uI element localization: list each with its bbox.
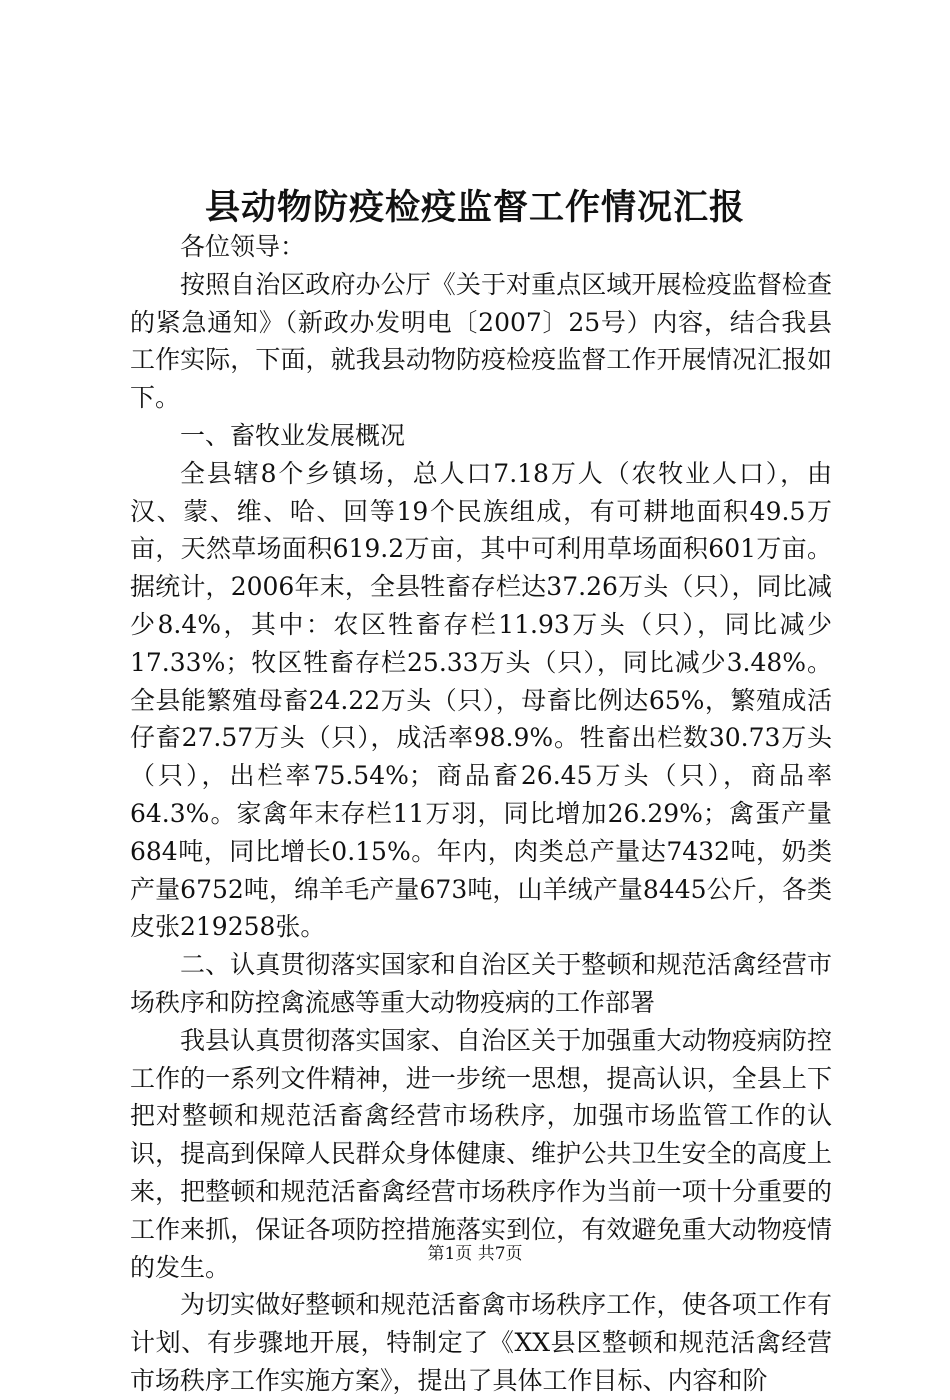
page-number: 第1页 共7页	[427, 1244, 523, 1264]
document-title: 县动物防疫检疫监督工作情况汇报	[204, 187, 745, 228]
salutation-paragraph: 各位领导：	[180, 232, 306, 261]
statistics-paragraph: 全县辖8个乡镇场，总人口7.18万人（农牧业人口），由汉、蒙、维、哈、回等19个民族组成，有可耕地面积49.5万亩，天然草场面积619.2万亩，其中可利用草场面积601万亩。据统计，2006年末，全县牲畜存栏达37.26万头（只），同比减少8.4%，其中：农区牲畜存栏11.93万头（只），同比减少17.33%；牧区牲畜存栏25.33万头（只），同比减少3.48%。全县能繁殖母畜24.22万头（只），母畜比例达65%，繁殖成活仔畜27.57万头（只），成活率98.9%。牲畜出栏数30.73万头（只），出栏率75.54%；商品畜26.45万头（只），商品率64.3%。家禽年末存栏11万羽，同比增加26.29%；禽蛋产量684吨，同比增长0.15%。年内，肉类总产量达7432吨，奶类产量6752吨，绵羊毛产量673吨，山羊绒产量8445公斤，各类皮张219258张。	[130, 458, 832, 942]
plan-paragraph: 为切实做好整顿和规范活畜禽市场秩序工作，使各项工作有计划、有步骤地开展，特制定了《XX县区整顿和规范活禽经营市场秩序工作实施方案》，提出了具体工作目标、内容和阶	[130, 1290, 832, 1395]
section-heading-1: 一、畜牧业发展概况	[180, 420, 406, 450]
intro-paragraph: 按照自治区政府办公厅《关于对重点区域开展检疫监督检查的紧急通知》（新政办发明电〔2007〕25号）内容，结合我县工作实际，下面，就我县动物防疫检疫监督工作开展情况汇报如下。	[130, 269, 832, 413]
implementation-paragraph: 我县认真贯彻落实国家、自治区关于加强重大动物疫病防控工作的一系列文件精神，进一步统一思想，提高认识，全县上下把对整顿和规范活畜禽经营市场秩序，加强市场监管工作的认识，提高到保障人民群众身体健康、维护公共卫生安全的高度上来，把整顿和规范活畜禽经营市场秩序作为当前一项十分重要的工作来抓，保证各项防控措施落实到位，有效避免重大动物疫情的发生。	[130, 1025, 832, 1282]
document-body	[130, 228, 832, 1400]
section-heading-2: 二、认真贯彻落实国家和自治区关于整顿和规范活禽经营市场秩序和防控禽流感等重大动物疫病的工作部署	[130, 950, 832, 1017]
